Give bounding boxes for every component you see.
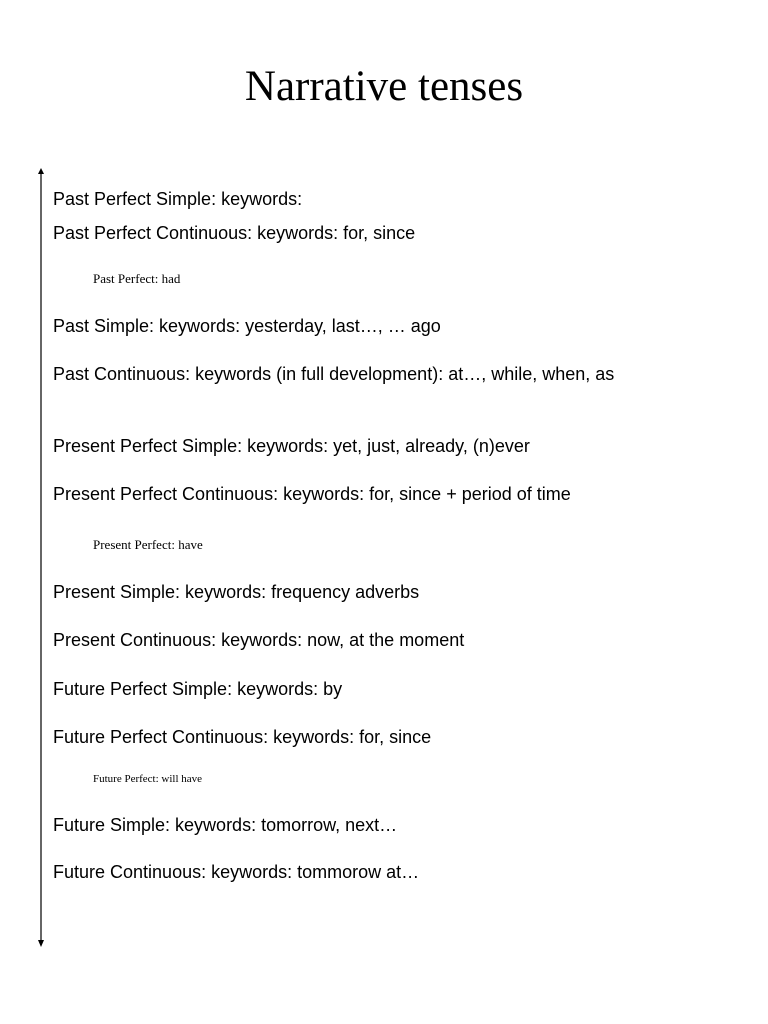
timeline-top-arrowhead <box>38 168 44 174</box>
tense-past-perfect-simple: Past Perfect Simple: keywords: <box>53 189 303 209</box>
note-future-perfect: Future Perfect: will have <box>93 773 203 785</box>
tense-present-continuous: Present Continuous: keywords: now, at the moment <box>53 630 465 650</box>
note-past-perfect: Past Perfect: had <box>93 271 181 286</box>
timeline-bottom-arrowhead <box>38 940 44 947</box>
tense-future-continuous: Future Continuous: keywords: tommorow at… <box>53 862 420 882</box>
tense-past-simple: Past Simple: keywords: yesterday, last…, … ago <box>53 316 441 336</box>
tense-future-perfect-continuous: Future Perfect Continuous: keywords: for, since <box>53 727 432 747</box>
tense-past-continuous: Past Continuous: keywords (in full development): at…, while, when, as <box>53 364 615 384</box>
tense-future-simple: Future Simple: keywords: tomorrow, next… <box>53 815 398 835</box>
tense-present-perfect-continuous: Present Perfect Continuous: keywords: for, since + period of time <box>53 484 571 504</box>
tense-future-perfect-simple: Future Perfect Simple: keywords: by <box>53 679 343 699</box>
tense-past-perfect-continuous: Past Perfect Continuous: keywords: for, since <box>53 223 416 243</box>
tense-present-simple: Present Simple: keywords: frequency adverbs <box>53 582 420 602</box>
page-title: Narrative tenses <box>244 63 524 110</box>
note-present-perfect: Present Perfect: have <box>93 537 203 552</box>
tense-present-perfect-simple: Present Perfect Simple: keywords: yet, just, already, (n)ever <box>53 436 530 456</box>
